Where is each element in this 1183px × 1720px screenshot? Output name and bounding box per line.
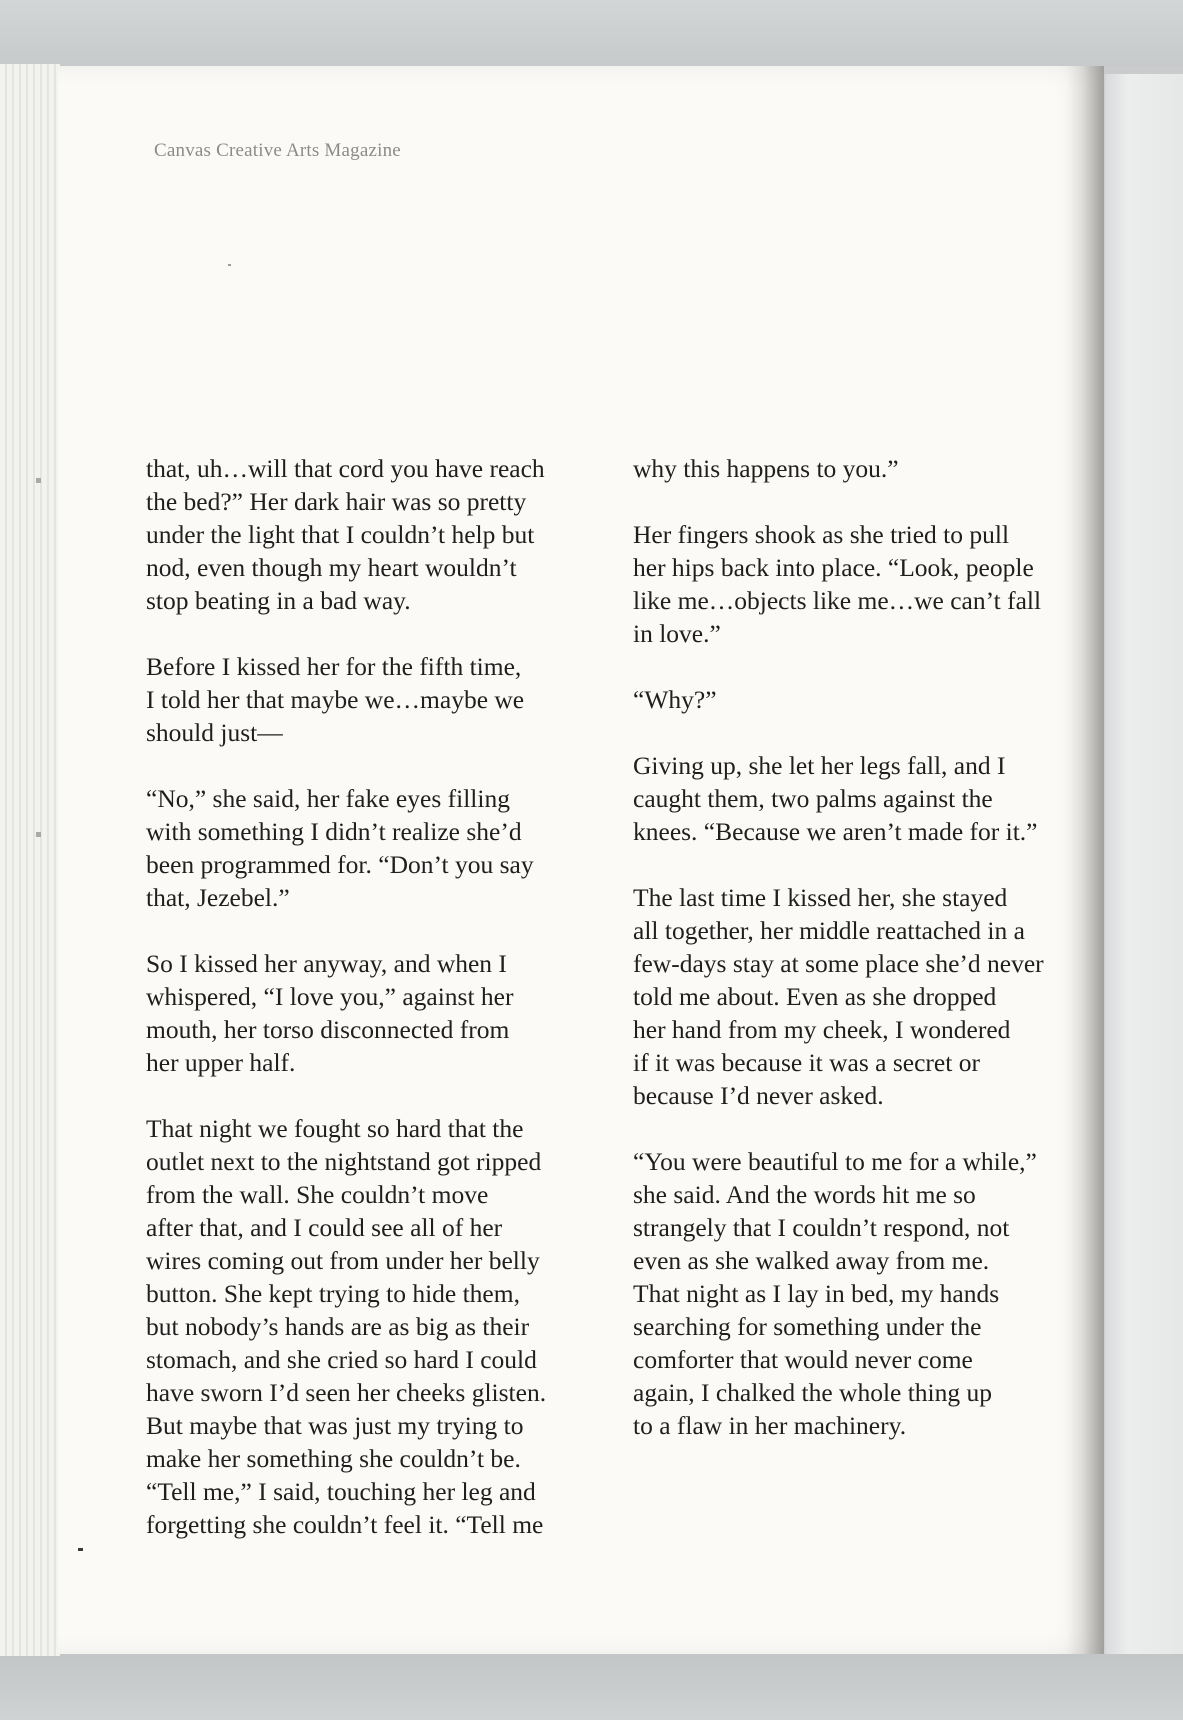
text-line: under the light that I couldn’t help but — [146, 520, 535, 549]
text-line: caught them, two palms against the — [633, 784, 993, 813]
text-line: But maybe that was just my trying to — [146, 1411, 524, 1440]
text-line: I told her that maybe we…maybe we — [146, 685, 525, 714]
text-line: make her something she couldn’t be. — [146, 1444, 521, 1473]
paragraph — [146, 947, 586, 1079]
text-line: stomach, and she cried so hard I could — [146, 1345, 537, 1374]
text-line: her upper half. — [146, 1048, 296, 1077]
text-line: knees. “Because we aren’t made for it.” — [633, 817, 1038, 846]
text-line: but nobody’s hands are as big as their — [146, 1312, 530, 1341]
text-line: forgetting she couldn’t feel it. “Tell me — [146, 1510, 544, 1539]
left-text-column — [146, 452, 586, 1574]
text-line: should just— — [146, 718, 283, 747]
text-line: if it was because it was a secret or — [633, 1048, 980, 1077]
text-line: searching for something under the — [633, 1312, 982, 1341]
text-line: all together, her middle reattached in a — [633, 916, 1025, 945]
text-line: the bed?” Her dark hair was so pretty — [146, 487, 527, 516]
stacked-page-edges — [0, 64, 60, 1656]
paragraph — [633, 1145, 1101, 1442]
text-line: told me about. Even as she dropped — [633, 982, 997, 1011]
text-line: even as she walked away from me. — [633, 1246, 990, 1275]
text-line: “You were beautiful to me for a while,” — [633, 1147, 1037, 1176]
paragraph — [146, 650, 586, 749]
paragraph — [146, 452, 586, 617]
paragraph — [633, 683, 1101, 716]
text-line: wires coming out from under her belly — [146, 1246, 540, 1275]
text-line: with something I didn’t realize she’d — [146, 817, 522, 846]
facing-page-edge — [1098, 74, 1183, 1654]
text-line: nod, even though my heart wouldn’t — [146, 553, 517, 582]
paragraph — [633, 749, 1101, 848]
text-line: that, uh…will that cord you have reach — [146, 454, 545, 483]
text-line: button. She kept trying to hide them, — [146, 1279, 520, 1308]
scan-background-bottom — [0, 1652, 1183, 1720]
text-line: have sworn I’d seen her cheeks glisten. — [146, 1378, 547, 1407]
magazine-page — [58, 66, 1104, 1654]
running-head: Canvas Creative Arts Magazine — [154, 140, 401, 161]
text-line: because I’d never asked. — [633, 1081, 884, 1110]
scan-background-top — [0, 0, 1183, 66]
text-line: That night as I lay in bed, my hands — [633, 1279, 1000, 1308]
text-line: “Why?” — [633, 685, 717, 714]
paragraph — [146, 1112, 586, 1541]
text-line: why this happens to you.” — [633, 454, 899, 483]
text-line: her hand from my cheek, I wondered — [633, 1015, 1011, 1044]
text-line: Before I kissed her for the fifth time, — [146, 652, 522, 681]
text-line: mouth, her torso disconnected from — [146, 1015, 510, 1044]
text-line: That night we fought so hard that the — [146, 1114, 524, 1143]
scan-speck — [36, 832, 41, 837]
text-line: stop beating in a bad way. — [146, 586, 411, 615]
text-line: that, Jezebel.” — [146, 883, 290, 912]
scan-speck — [228, 264, 231, 266]
text-line: few-days stay at some place she’d never — [633, 949, 1044, 978]
text-line: strangely that I couldn’t respond, not — [633, 1213, 1010, 1242]
text-line: “No,” she said, her fake eyes filling — [146, 784, 510, 813]
text-line: been programmed for. “Don’t you say — [146, 850, 534, 879]
text-line: Giving up, she let her legs fall, and I — [633, 751, 1006, 780]
text-line: she said. And the words hit me so — [633, 1180, 976, 1209]
text-line: The last time I kissed her, she stayed — [633, 883, 1008, 912]
text-line: her hips back into place. “Look, people — [633, 553, 1034, 582]
text-line: “Tell me,” I said, touching her leg and — [146, 1477, 536, 1506]
paragraph — [633, 452, 1101, 485]
text-line: to a flaw in her machinery. — [633, 1411, 907, 1440]
right-text-column — [633, 452, 1101, 1475]
text-line: whispered, “I love you,” against her — [146, 982, 514, 1011]
paragraph — [633, 881, 1101, 1112]
paragraph — [146, 782, 586, 914]
text-line: after that, and I could see all of her — [146, 1213, 503, 1242]
paragraph — [633, 518, 1101, 650]
text-line: Her fingers shook as she tried to pull — [633, 520, 1010, 549]
text-line: from the wall. She couldn’t move — [146, 1180, 489, 1209]
text-line: in love.” — [633, 619, 721, 648]
text-line: So I kissed her anyway, and when I — [146, 949, 507, 978]
text-line: comforter that would never come — [633, 1345, 973, 1374]
scan-speck — [78, 1548, 83, 1551]
text-line: again, I chalked the whole thing up — [633, 1378, 993, 1407]
scan-speck — [36, 478, 41, 483]
text-line: outlet next to the nightstand got ripped — [146, 1147, 542, 1176]
text-line: like me…objects like me…we can’t fall — [633, 586, 1042, 615]
